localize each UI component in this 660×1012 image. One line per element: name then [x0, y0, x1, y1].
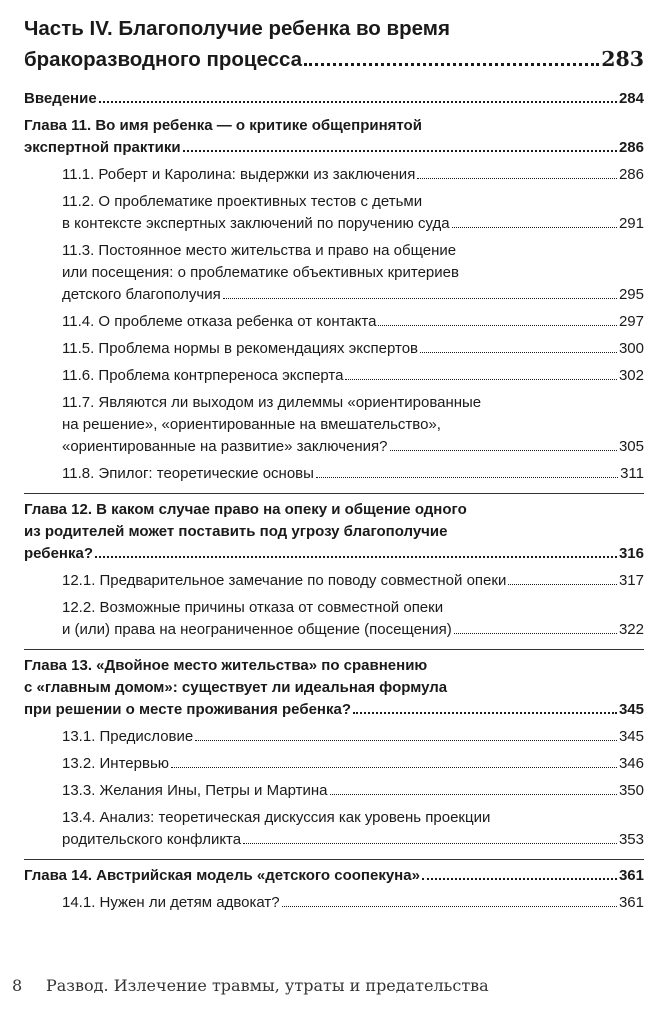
- toc-entry-text: 11.4. О проблеме отказа ребенка от контакта: [62, 313, 377, 330]
- dot-leader: [243, 843, 617, 844]
- toc-section[interactable]: [24, 463, 644, 485]
- toc-entry-text: 11.6. Проблема контрпереноса эксперта: [62, 367, 344, 384]
- dot-leader: [454, 633, 617, 634]
- toc-page-number: 305: [618, 438, 644, 455]
- toc-entry-text: и (или) права на неограниченное общение (посещения): [62, 621, 452, 638]
- toc-entry-text: 11.2. О проблематике проективных тестов с детьми: [62, 193, 423, 210]
- toc-entry-text: 13.2. Интервью: [62, 755, 170, 772]
- toc-chapter[interactable]: [24, 115, 644, 159]
- toc-page-number: 286: [618, 139, 644, 156]
- dot-leader: [304, 63, 599, 66]
- dot-leader: [353, 712, 617, 714]
- toc-page-number: 311: [620, 465, 644, 482]
- toc-chapter[interactable]: [24, 655, 644, 721]
- dot-leader: [417, 178, 617, 179]
- toc-page-number: 361: [618, 894, 644, 911]
- toc-entry-text: 12.2. Возможные причины отказа от совместной опеки: [62, 599, 444, 616]
- dot-leader: [508, 584, 617, 585]
- toc-page-number: 286: [618, 166, 644, 183]
- table-of-contents: [24, 14, 644, 914]
- dot-leader: [195, 740, 617, 741]
- toc-section[interactable]: [24, 726, 644, 748]
- toc-entry-text: на решение», «ориентированные на вмешательство»,: [62, 416, 441, 433]
- toc-entry-text: «ориентированные на развитие» заключения?: [62, 438, 388, 455]
- toc-section[interactable]: [24, 164, 644, 186]
- toc-entry-text: в контексте экспертных заключений по поручению суда: [62, 215, 450, 232]
- toc-entry-text: Глава 13. «Двойное место жительства» по сравнению: [24, 657, 428, 674]
- toc-entry-text: с «главным домом»: существует ли идеальная формула: [24, 679, 448, 696]
- dot-leader: [390, 450, 617, 451]
- toc-entry-text: Глава 14. Австрийская модель «детского соопекуна»: [24, 867, 420, 884]
- toc-page-number: 345: [618, 728, 644, 745]
- toc-page-number: 295: [618, 286, 644, 303]
- toc-section[interactable]: [24, 780, 644, 802]
- toc-entry-text: 13.4. Анализ: теоретическая дискуссия как уровень проекции: [62, 809, 491, 826]
- toc-section[interactable]: [24, 807, 644, 851]
- dot-leader: [223, 298, 617, 299]
- toc-section[interactable]: [24, 311, 644, 333]
- toc-entry-text: 11.8. Эпилог: теоретические основы: [62, 465, 314, 482]
- toc-entry-text: детского благополучия: [62, 286, 221, 303]
- dot-leader: [378, 325, 617, 326]
- dot-leader: [420, 352, 617, 353]
- toc-page-number: 300: [618, 340, 644, 357]
- toc-entry-text: Глава 12. В каком случае право на опеку и общение одного: [24, 501, 467, 518]
- toc-page-number: 284: [618, 90, 644, 107]
- chapter-divider: [24, 859, 644, 860]
- toc-section[interactable]: [24, 597, 644, 641]
- toc-part[interactable]: [24, 14, 644, 75]
- dot-leader: [345, 379, 616, 380]
- toc-entry-text: 13.1. Предисловие: [62, 728, 194, 745]
- toc-entry-text: или посещения: о проблематике объективных критериев: [62, 264, 459, 281]
- toc-intro[interactable]: [24, 88, 644, 110]
- dot-leader: [452, 227, 617, 228]
- toc-section[interactable]: [24, 240, 644, 306]
- toc-entry-text: Глава 11. Во имя ребенка — о критике общепринятой: [24, 117, 422, 134]
- toc-section[interactable]: [24, 191, 644, 235]
- dot-leader: [99, 101, 617, 103]
- toc-entry-text: экспертной практики: [24, 139, 181, 156]
- toc-page-number: 345: [618, 701, 644, 718]
- running-title: Развод. Излечение травмы, утраты и предательства: [46, 976, 489, 995]
- toc-page-number: 316: [618, 545, 644, 562]
- toc-entry-text: родительского конфликта: [62, 831, 242, 848]
- toc-section[interactable]: [24, 365, 644, 387]
- dot-leader: [95, 556, 617, 558]
- chapter-divider: [24, 649, 644, 650]
- chapter-divider: [24, 493, 644, 494]
- toc-section[interactable]: [24, 392, 644, 458]
- dot-leader: [171, 767, 617, 768]
- toc-section[interactable]: [24, 338, 644, 360]
- toc-chapter[interactable]: [24, 499, 644, 565]
- toc-entry-text: ребенка?: [24, 545, 93, 562]
- toc-page-number: 302: [618, 367, 644, 384]
- page-number: 8: [12, 976, 23, 995]
- toc-section[interactable]: [24, 570, 644, 592]
- toc-page-number: 291: [618, 215, 644, 232]
- dot-leader: [282, 906, 617, 907]
- toc-page-number: 297: [618, 313, 644, 330]
- toc-entry-text: бракоразводного процесса: [24, 48, 303, 71]
- toc-page-number: 353: [618, 831, 644, 848]
- toc-section[interactable]: [24, 892, 644, 914]
- toc-page-number: 283: [601, 47, 644, 71]
- toc-entry-text: из родителей может поставить под угрозу благополучие: [24, 523, 448, 540]
- toc-page-number: 317: [618, 572, 644, 589]
- toc-page-number: 361: [618, 867, 644, 884]
- toc-section[interactable]: [24, 753, 644, 775]
- toc-entry-text: 11.7. Являются ли выходом из дилеммы «ориентированные: [62, 394, 482, 411]
- page-footer: [12, 976, 652, 995]
- dot-leader: [316, 477, 618, 478]
- toc-entry-text: 11.1. Роберт и Каролина: выдержки из заключения: [62, 166, 416, 183]
- toc-page-number: 346: [618, 755, 644, 772]
- toc-entry-text: 13.3. Желания Ины, Петры и Мартина: [62, 782, 328, 799]
- toc-entry-text: 14.1. Нужен ли детям адвокат?: [62, 894, 280, 911]
- toc-page-number: 350: [618, 782, 644, 799]
- dot-leader: [422, 878, 617, 880]
- dot-leader: [183, 150, 617, 152]
- toc-entry-text: при решении о месте проживания ребенка?: [24, 701, 351, 718]
- toc-entry-text: Введение: [24, 90, 97, 107]
- toc-chapter[interactable]: [24, 865, 644, 887]
- toc-entry-text: 11.3. Постоянное место жительства и право на общение: [62, 242, 457, 259]
- toc-entry-text: 11.5. Проблема нормы в рекомендациях экспертов: [62, 340, 419, 357]
- dot-leader: [330, 794, 617, 795]
- toc-page-number: 322: [618, 621, 644, 638]
- toc-entry-text: 12.1. Предварительное замечание по поводу совместной опеки: [62, 572, 507, 589]
- toc-entry-text: Часть IV. Благополучие ребенка во время: [24, 17, 450, 40]
